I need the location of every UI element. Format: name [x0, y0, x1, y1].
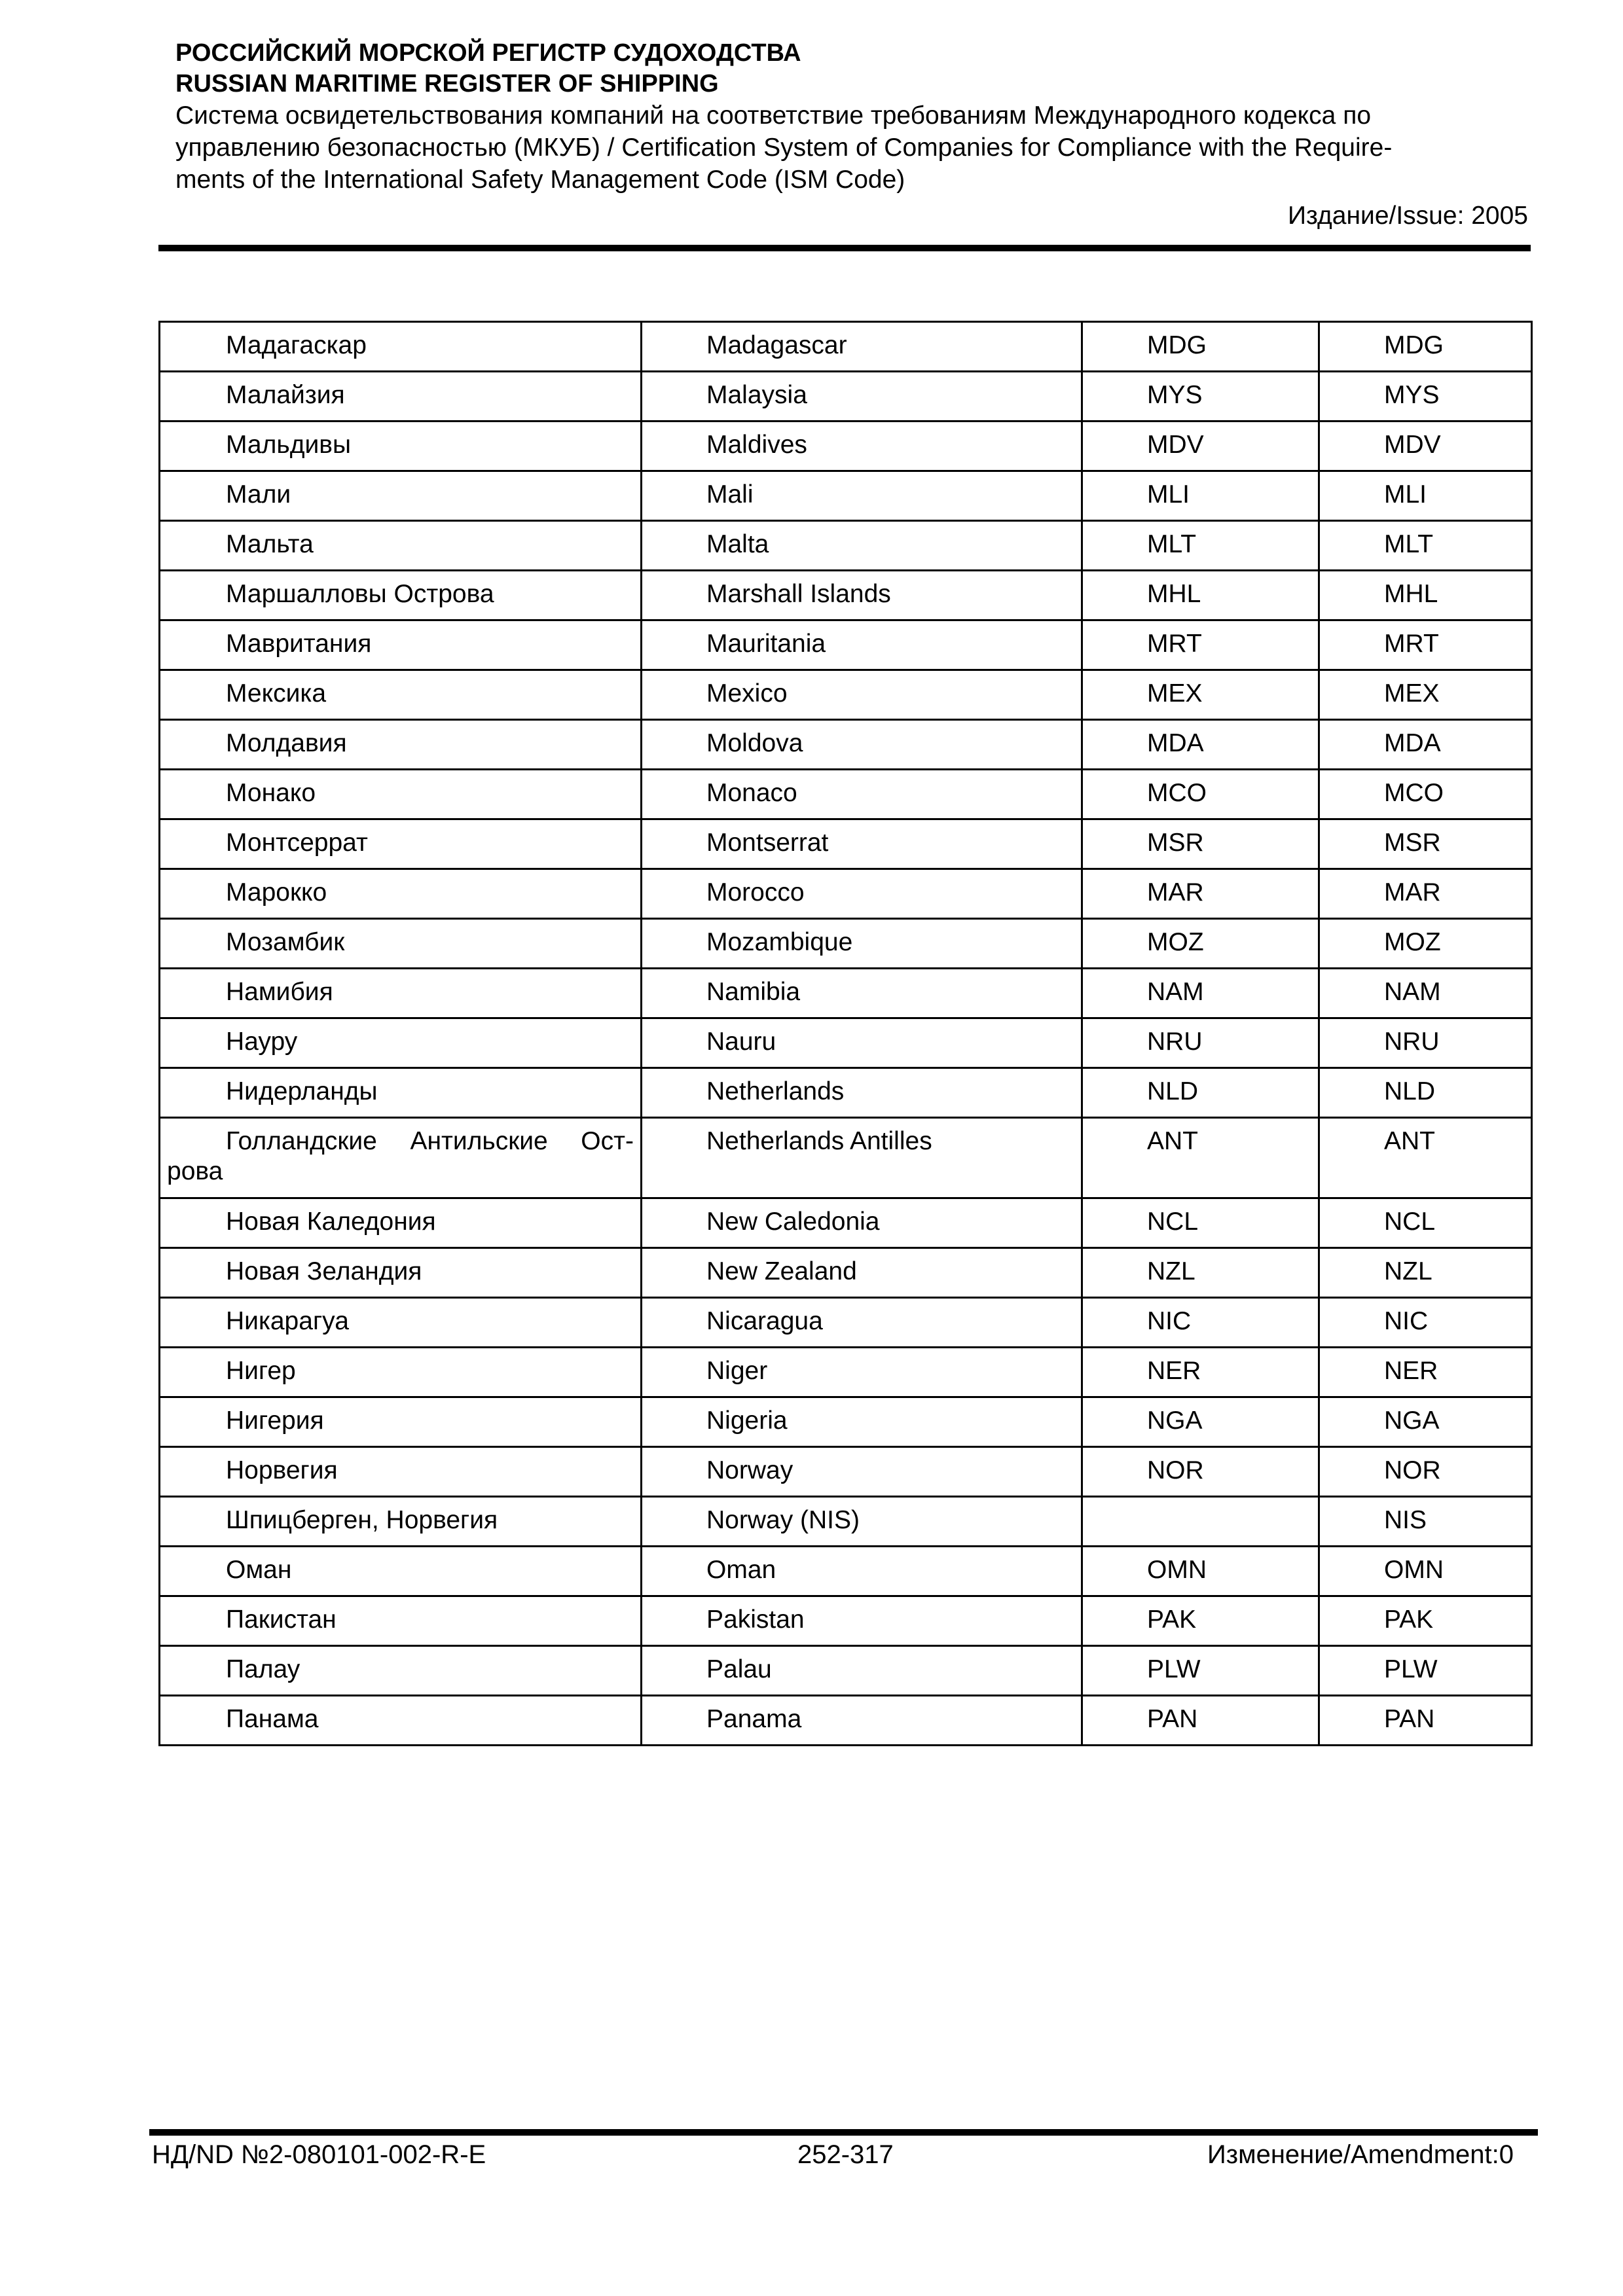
header-system-line-3: ments of the International Safety Management Code (ISM Code)	[175, 166, 905, 194]
table-row	[160, 521, 1532, 571]
country-name-ru-text: Нигер	[226, 1357, 296, 1385]
country-code-1: OMN	[1082, 1547, 1319, 1596]
country-name-ru	[160, 1397, 642, 1447]
table-row	[160, 1248, 1532, 1298]
country-name-ru-text: Новая Каледония	[226, 1208, 436, 1236]
country-code-2: NER	[1319, 1348, 1532, 1397]
country-name-ru	[160, 1696, 642, 1746]
country-name-en: Mozambique	[642, 919, 1082, 969]
country-name-ru	[160, 322, 642, 372]
country-name-en: Panama	[642, 1696, 1082, 1746]
country-code-1: NGA	[1082, 1397, 1319, 1447]
country-code-1: NER	[1082, 1348, 1319, 1397]
country-code-2: NRU	[1319, 1018, 1532, 1068]
table-row	[160, 1696, 1532, 1746]
country-name-ru-line-2: рова	[167, 1157, 223, 1185]
country-name-ru-text: Новая Зеландия	[226, 1257, 422, 1285]
country-code-1: MDA	[1082, 720, 1319, 770]
table-row	[160, 1348, 1532, 1397]
country-name-ru-text: Мозамбик	[226, 928, 345, 956]
country-name-en: Madagascar	[642, 322, 1082, 372]
table-row	[160, 1547, 1532, 1596]
country-name-ru	[160, 1348, 642, 1397]
country-name-en: Nigeria	[642, 1397, 1082, 1447]
country-name-ru-text: Маршалловы Острова	[226, 580, 494, 608]
country-code-2: MAR	[1319, 869, 1532, 919]
country-code-1: MLT	[1082, 521, 1319, 571]
country-codes-table	[158, 321, 1533, 1746]
country-name-ru-text: Марокко	[226, 878, 327, 906]
country-name-en: Montserrat	[642, 819, 1082, 869]
country-name-en: Mauritania	[642, 620, 1082, 670]
country-name-en: Monaco	[642, 770, 1082, 819]
table-row	[160, 471, 1532, 521]
country-code-2: NGA	[1319, 1397, 1532, 1447]
country-name-ru-text: Оман	[226, 1556, 292, 1584]
country-name-ru	[160, 1596, 642, 1646]
country-code-1: MOZ	[1082, 919, 1319, 969]
table-row	[160, 372, 1532, 422]
country-code-2: MDA	[1319, 720, 1532, 770]
table-row	[160, 1447, 1532, 1497]
table-row	[160, 720, 1532, 770]
country-code-2: NIS	[1319, 1497, 1532, 1547]
country-code-2: MSR	[1319, 819, 1532, 869]
country-name-ru-line-1: Голландские Антильские Ост-	[226, 1127, 634, 1155]
header-title-ru: РОССИЙСКИЙ МОРСКОЙ РЕГИСТР СУДОХОДСТВА	[175, 39, 801, 67]
country-code-1: NLD	[1082, 1068, 1319, 1118]
country-name-en: Oman	[642, 1547, 1082, 1596]
table-row	[160, 422, 1532, 471]
country-code-2: MHL	[1319, 571, 1532, 620]
country-name-ru-text: Намибия	[226, 978, 333, 1006]
country-name-ru	[160, 869, 642, 919]
country-name-ru-text: Малайзия	[226, 381, 345, 409]
country-code-1: NZL	[1082, 1248, 1319, 1298]
country-code-2: NIC	[1319, 1298, 1532, 1348]
country-name-ru-text: Мальта	[226, 530, 314, 558]
table-row	[160, 1298, 1532, 1348]
country-name-ru-text: Пакистан	[226, 1605, 337, 1634]
country-code-1: NCL	[1082, 1198, 1319, 1248]
country-name-ru	[160, 1018, 642, 1068]
country-name-ru	[160, 1248, 642, 1298]
country-name-en: Nicaragua	[642, 1298, 1082, 1348]
country-name-ru	[160, 819, 642, 869]
table-row	[160, 819, 1532, 869]
country-name-ru	[160, 422, 642, 471]
country-name-ru	[160, 1198, 642, 1248]
country-code-2: MRT	[1319, 620, 1532, 670]
country-code-2: OMN	[1319, 1547, 1532, 1596]
country-code-1: MRT	[1082, 620, 1319, 670]
country-name-ru	[160, 919, 642, 969]
country-name-en: Maldives	[642, 422, 1082, 471]
country-name-en: Norway	[642, 1447, 1082, 1497]
country-name-en: Nauru	[642, 1018, 1082, 1068]
table-row	[160, 1118, 1532, 1198]
country-code-1: NRU	[1082, 1018, 1319, 1068]
country-code-1: MDV	[1082, 422, 1319, 471]
country-name-ru-text: Мали	[226, 480, 291, 509]
country-code-2: NLD	[1319, 1068, 1532, 1118]
country-name-ru	[160, 1497, 642, 1547]
table-row	[160, 1018, 1532, 1068]
country-name-en: Moldova	[642, 720, 1082, 770]
country-name-en: Malaysia	[642, 372, 1082, 422]
footer-page-range: 252-317	[797, 2140, 894, 2169]
country-code-2: MLT	[1319, 521, 1532, 571]
country-name-ru-text: Нидерланды	[226, 1077, 378, 1105]
country-code-1: MEX	[1082, 670, 1319, 720]
table-row	[160, 620, 1532, 670]
country-name-ru-text: Мальдивы	[226, 431, 351, 459]
document-header	[175, 38, 1528, 232]
country-name-en: Palau	[642, 1646, 1082, 1696]
country-name-ru-text: Монако	[226, 779, 316, 807]
country-name-en: New Caledonia	[642, 1198, 1082, 1248]
country-name-ru	[160, 372, 642, 422]
footer-doc-number: НД/ND №2-080101-002-R-E	[152, 2140, 486, 2169]
table-row	[160, 919, 1532, 969]
country-name-ru	[160, 1447, 642, 1497]
country-name-ru	[160, 1298, 642, 1348]
header-system-line-1: Система освидетельствования компаний на соответствие требованиям Международного кодекса по	[175, 101, 1372, 130]
country-name-ru	[160, 1118, 642, 1198]
country-name-ru	[160, 521, 642, 571]
header-issue: Издание/Issue: 2005	[1288, 202, 1528, 230]
country-name-en: Namibia	[642, 969, 1082, 1018]
header-system-line-2: управлению безопасностью (МКУБ) / Certification System of Companies for Compliance with the Require-	[175, 134, 1393, 162]
country-name-en: Mali	[642, 471, 1082, 521]
country-code-1	[1082, 1497, 1319, 1547]
country-name-en: Pakistan	[642, 1596, 1082, 1646]
country-name-en: New Zealand	[642, 1248, 1082, 1298]
country-code-1: MLI	[1082, 471, 1319, 521]
country-name-en: Netherlands Antilles	[642, 1118, 1082, 1198]
country-code-2: NAM	[1319, 969, 1532, 1018]
country-code-2: ANT	[1319, 1118, 1532, 1198]
country-code-1: MCO	[1082, 770, 1319, 819]
header-title-en: RUSSIAN MARITIME REGISTER OF SHIPPING	[175, 70, 719, 98]
table-row	[160, 869, 1532, 919]
country-code-2: NOR	[1319, 1447, 1532, 1497]
country-name-ru	[160, 1547, 642, 1596]
country-name-en: Malta	[642, 521, 1082, 571]
table-row	[160, 969, 1532, 1018]
table-row	[160, 670, 1532, 720]
country-name-ru-text: Мавритания	[226, 630, 372, 658]
table-row	[160, 1198, 1532, 1248]
country-code-1: MDG	[1082, 322, 1319, 372]
country-name-ru	[160, 1068, 642, 1118]
country-name-ru	[160, 571, 642, 620]
country-name-ru-text: Норвегия	[226, 1456, 338, 1484]
country-code-1: MSR	[1082, 819, 1319, 869]
country-code-1: PLW	[1082, 1646, 1319, 1696]
country-code-2: MLI	[1319, 471, 1532, 521]
country-code-1: PAK	[1082, 1596, 1319, 1646]
country-name-en: Mexico	[642, 670, 1082, 720]
table-row	[160, 1497, 1532, 1547]
country-name-ru	[160, 1646, 642, 1696]
country-code-1: MAR	[1082, 869, 1319, 919]
table-row	[160, 1068, 1532, 1118]
country-name-en: Morocco	[642, 869, 1082, 919]
country-name-ru	[160, 770, 642, 819]
country-code-1: ANT	[1082, 1118, 1319, 1198]
country-name-en: Netherlands	[642, 1068, 1082, 1118]
country-name-ru-text: Шпицберген, Норвегия	[226, 1506, 498, 1534]
country-name-ru	[160, 620, 642, 670]
country-code-1: MHL	[1082, 571, 1319, 620]
country-name-ru-text: Никарагуа	[226, 1307, 349, 1335]
country-code-2: PAN	[1319, 1696, 1532, 1746]
table-row	[160, 1596, 1532, 1646]
country-codes-table-body	[160, 322, 1532, 1746]
table-row	[160, 770, 1532, 819]
country-name-ru	[160, 720, 642, 770]
country-code-2: MDG	[1319, 322, 1532, 372]
country-name-ru	[160, 969, 642, 1018]
country-name-ru-text: Мексика	[226, 679, 327, 708]
country-name-ru	[160, 471, 642, 521]
country-code-2: PLW	[1319, 1646, 1532, 1696]
country-name-ru-text: Науру	[226, 1028, 298, 1056]
table-row	[160, 322, 1532, 372]
country-name-ru-text: Молдавия	[226, 729, 347, 757]
country-code-2: MEX	[1319, 670, 1532, 720]
country-code-1: NAM	[1082, 969, 1319, 1018]
country-code-2: MDV	[1319, 422, 1532, 471]
country-code-1: MYS	[1082, 372, 1319, 422]
country-name-en: Marshall Islands	[642, 571, 1082, 620]
country-code-2: NZL	[1319, 1248, 1532, 1298]
country-name-ru-text: Нигерия	[226, 1407, 324, 1435]
country-name-ru	[160, 670, 642, 720]
country-name-en: Norway (NIS)	[642, 1497, 1082, 1547]
country-code-2: MYS	[1319, 372, 1532, 422]
country-code-2: MCO	[1319, 770, 1532, 819]
table-row	[160, 571, 1532, 620]
header-divider	[158, 245, 1531, 251]
country-code-1: NIC	[1082, 1298, 1319, 1348]
country-name-ru-text: Мадагаскар	[226, 331, 367, 359]
country-code-1: PAN	[1082, 1696, 1319, 1746]
country-code-2: MOZ	[1319, 919, 1532, 969]
country-name-ru-text: Палау	[226, 1655, 301, 1683]
country-code-2: PAK	[1319, 1596, 1532, 1646]
country-name-ru-text: Панама	[226, 1705, 319, 1733]
table-row	[160, 1397, 1532, 1447]
table-row	[160, 1646, 1532, 1696]
country-code-1: NOR	[1082, 1447, 1319, 1497]
country-name-ru-text: Монтсеррат	[226, 829, 368, 857]
footer-amendment: Изменение/Amendment:0	[1207, 2140, 1514, 2169]
country-name-en: Niger	[642, 1348, 1082, 1397]
country-code-2: NCL	[1319, 1198, 1532, 1248]
